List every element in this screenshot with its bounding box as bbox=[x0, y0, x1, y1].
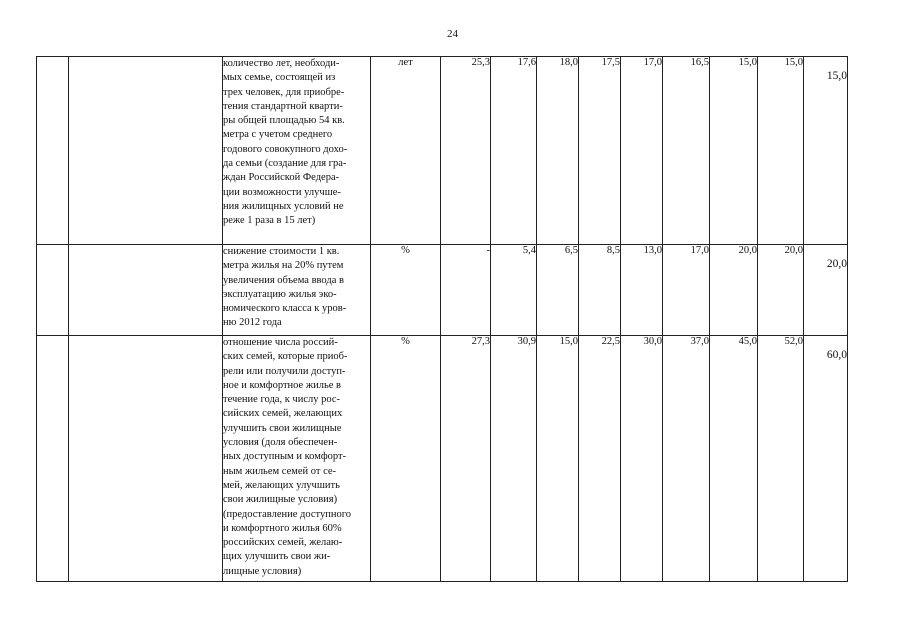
value-cell: 17,0 bbox=[663, 245, 710, 336]
value-cell: 16,5 bbox=[663, 57, 710, 245]
description-line: номического класса к уров- bbox=[223, 303, 347, 315]
description-line: ных доступным и комфорт- bbox=[223, 451, 347, 463]
description-line: количество лет, необходи- bbox=[223, 58, 340, 69]
empty-cell bbox=[37, 57, 69, 245]
description-line: улучшить свои жилищные bbox=[223, 422, 342, 434]
description-line: трех человек, для приобре- bbox=[223, 86, 345, 98]
empty-cell bbox=[69, 245, 223, 336]
empty-cell bbox=[69, 336, 223, 582]
description-line: метра с учетом среднего bbox=[223, 129, 333, 141]
description-line: метра жилья на 20% путем bbox=[223, 260, 344, 272]
value-cell: 30,0 bbox=[621, 336, 663, 582]
value-cell: 22,5 bbox=[579, 336, 621, 582]
description-line: ню 2012 года bbox=[223, 317, 282, 329]
value-cell: 6,5 bbox=[537, 245, 579, 336]
description-line: ным жильем семей от се- bbox=[223, 465, 337, 477]
description-line: ждан Российской Федера- bbox=[223, 172, 340, 184]
value-cell: 20,0 bbox=[710, 245, 758, 336]
indicator-description bbox=[223, 57, 371, 245]
value-cell: 37,0 bbox=[663, 336, 710, 582]
value-cell: 17,6 bbox=[491, 57, 537, 245]
value-cell: 13,0 bbox=[621, 245, 663, 336]
description-line: лищные условия) bbox=[223, 565, 302, 577]
value-cell: 60,0 bbox=[804, 336, 848, 582]
empty-cell bbox=[69, 57, 223, 245]
description-line: да семьи (создание для гра- bbox=[223, 158, 347, 170]
table-row bbox=[37, 245, 848, 336]
value-cell: 17,0 bbox=[621, 57, 663, 245]
description-line: течение года, к числу рос- bbox=[223, 394, 341, 406]
description-line: свои жилищные условия) bbox=[223, 494, 338, 506]
value-cell: 15,0 bbox=[804, 57, 848, 245]
value-cell: 17,5 bbox=[579, 57, 621, 245]
value-cell: 15,0 bbox=[537, 336, 579, 582]
indicator-table bbox=[36, 56, 848, 582]
description-line: (предоставление доступного bbox=[223, 508, 352, 520]
value-cell: 20,0 bbox=[804, 245, 848, 336]
description-line: российских семей, желаю- bbox=[223, 537, 343, 549]
value-cell: 18,0 bbox=[537, 57, 579, 245]
unit-cell: % bbox=[371, 245, 441, 336]
description-line: ное и комфортное жилье в bbox=[223, 379, 341, 391]
description-line: отношение числа россий- bbox=[223, 337, 338, 348]
value-cell: 20,0 bbox=[758, 245, 804, 336]
description-line: и комфортного жилья 60% bbox=[223, 522, 342, 534]
description-line: тения стандартной кварти- bbox=[223, 100, 343, 112]
description-line: эксплуатацию жилья эко- bbox=[223, 288, 337, 300]
value-cell: 27,3 bbox=[441, 336, 491, 582]
indicator-description bbox=[223, 336, 371, 582]
value-cell: 25,3 bbox=[441, 57, 491, 245]
description-line: сийских семей, желающих bbox=[223, 408, 343, 420]
value-cell: 15,0 bbox=[758, 57, 804, 245]
table-row bbox=[37, 336, 848, 582]
indicator-description bbox=[223, 245, 371, 336]
value-cell: 8,5 bbox=[579, 245, 621, 336]
value-cell: - bbox=[441, 245, 491, 336]
description-line: годового совокупного дохо- bbox=[223, 143, 348, 155]
description-line: реже 1 раза в 15 лет) bbox=[223, 215, 316, 227]
page-number: 24 bbox=[447, 28, 458, 40]
unit-cell: % bbox=[371, 336, 441, 582]
value-cell: 5,4 bbox=[491, 245, 537, 336]
description-line: мых семье, состоящей из bbox=[223, 72, 336, 84]
description-line: ции возможности улучше- bbox=[223, 186, 341, 198]
description-line: ния жилищных условий не bbox=[223, 200, 344, 212]
description-line: рели или получили доступ- bbox=[223, 365, 346, 377]
empty-cell bbox=[37, 245, 69, 336]
description-line: ских семей, которые приоб- bbox=[223, 351, 348, 363]
description-line: щих улучшить свои жи- bbox=[223, 551, 331, 563]
unit-cell: лет bbox=[371, 57, 441, 245]
description-line: мей, желающих улучшить bbox=[223, 479, 340, 491]
description-line: снижение стоимости 1 кв. bbox=[223, 246, 340, 257]
description-line: увеличения объема ввода в bbox=[223, 274, 344, 286]
value-cell: 30,9 bbox=[491, 336, 537, 582]
table-row bbox=[37, 57, 848, 245]
value-cell: 45,0 bbox=[710, 336, 758, 582]
value-cell: 15,0 bbox=[710, 57, 758, 245]
value-cell: 52,0 bbox=[758, 336, 804, 582]
description-line: ры общей площадью 54 кв. bbox=[223, 115, 345, 127]
description-line: условия (доля обеспечен- bbox=[223, 437, 338, 449]
empty-cell bbox=[37, 336, 69, 582]
